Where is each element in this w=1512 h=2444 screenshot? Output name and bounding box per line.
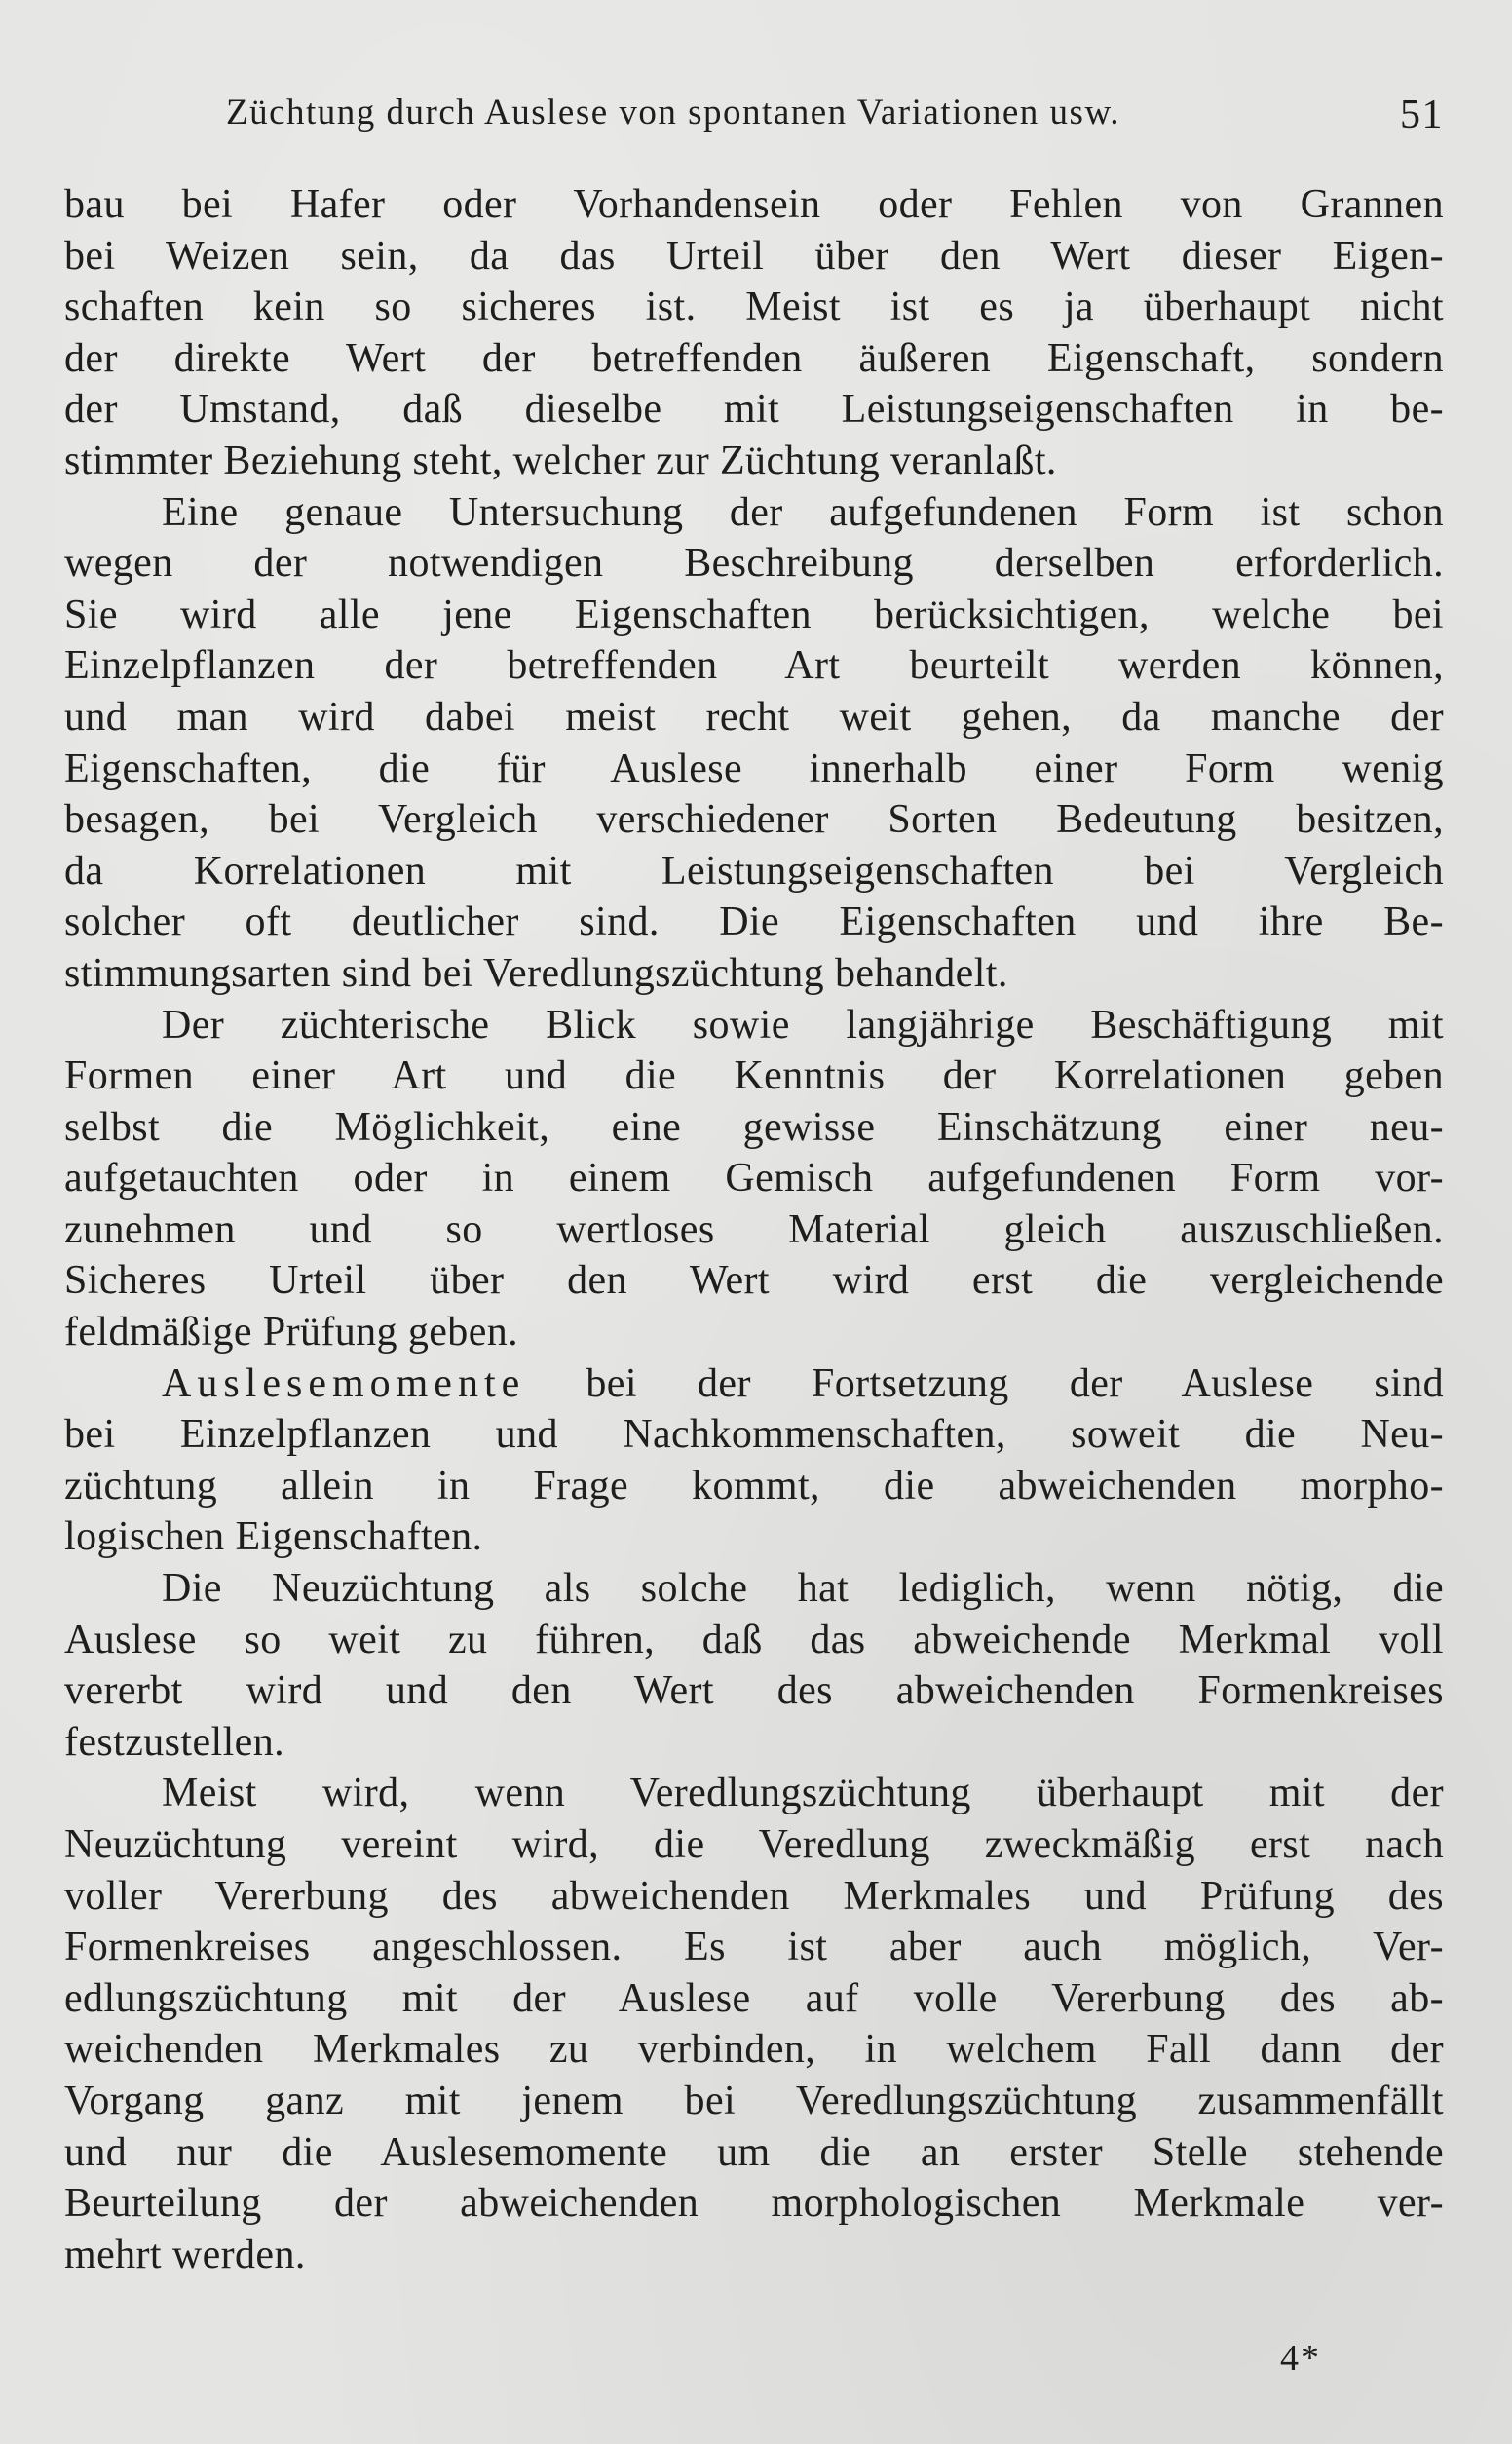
- text-line: weichenden Merkmales zu verbinden, in welchem Fall dann der: [64, 2027, 1444, 2073]
- running-header: [226, 86, 1444, 144]
- text-line: Der züchterische Blick sowie langjährige Beschäftigung mit: [162, 1002, 1444, 1048]
- emphasized-term: Auslesemomente: [162, 1360, 526, 1406]
- text-line: wegen der notwendigen Beschreibung derselben erforderlich.: [64, 541, 1444, 587]
- text-line: der Umstand, daß dieselbe mit Leistungseigenschaften in be-: [64, 387, 1444, 433]
- text-line: Die Neuzüchtung als solche hat lediglich, wenn nötig, die: [162, 1566, 1444, 1612]
- text-line: [64, 1358, 1444, 1410]
- text-line: stimmungsarten sind bei Veredlungszüchtung behandelt.: [64, 950, 1008, 996]
- text-line: Sicheres Urteil über den Wert wird erst die vergleichende: [64, 1258, 1444, 1304]
- body-text: [64, 179, 1444, 2280]
- text-line: bau bei Hafer oder Vorhandensein oder Fehlen von Grannen: [64, 182, 1444, 227]
- text-line: festzustellen.: [64, 1719, 285, 1765]
- text-line: schaften kein so sicheres ist. Meist ist es ja überhaupt nicht: [64, 285, 1444, 330]
- text-line: voller Vererbung des abweichenden Merkmales und Prüfung des: [64, 1873, 1444, 1919]
- text-line: selbst die Möglichkeit, eine gewisse Einschätzung einer neu-: [64, 1104, 1444, 1150]
- text-line: Beurteilung der abweichenden morphologischen Merkmale ver-: [64, 2181, 1444, 2227]
- text-line: bei Weizen sein, da das Urteil über den Wert dieser Eigen-: [64, 233, 1444, 279]
- text-line: züchtung allein in Frage kommt, die abweichenden morpho-: [64, 1463, 1444, 1508]
- text-line: Formen einer Art und die Kenntnis der Korrelationen geben: [64, 1053, 1444, 1099]
- text-line: edlungszüchtung mit der Auslese auf volle Vererbung des ab-: [64, 1975, 1444, 2021]
- text-line: Formenkreises angeschlossen. Es ist aber auch möglich, Ver-: [64, 1925, 1444, 1970]
- text-line: aufgetauchten oder in einem Gemisch aufgefundenen Form vor-: [64, 1156, 1444, 1202]
- text-line: da Korrelationen mit Leistungseigenschaften bei Vergleich: [64, 848, 1444, 894]
- text-line: der direkte Wert der betreffenden äußeren Eigenschaft, sondern: [64, 335, 1444, 381]
- text-fragment: bei der Fortsetzung der Auslese sind: [525, 1360, 1444, 1406]
- text-line: stimmter Beziehung steht, welcher zur Züchtung veranlaßt.: [64, 438, 1057, 483]
- text-line: Sie wird alle jene Eigenschaften berücksichtigen, welche bei: [64, 592, 1444, 637]
- page-number: 51: [1400, 93, 1444, 137]
- text-line: und nur die Auslesemomente um die an erster Stelle stehende: [64, 2129, 1444, 2175]
- text-line: solcher oft deutlicher sind. Die Eigenschaften und ihre Be-: [64, 899, 1444, 945]
- text-line: vererbt wird und den Wert des abweichenden Formenkreises: [64, 1668, 1444, 1714]
- text-line: Auslese so weit zu führen, daß das abweichende Merkmal voll: [64, 1617, 1444, 1662]
- text-line: mehrt werden.: [64, 2232, 306, 2277]
- text-line: Einzelpflanzen der betreffenden Art beurteilt werden können,: [64, 643, 1444, 689]
- running-title: Züchtung durch Auslese von spontanen Variationen usw.: [226, 93, 1121, 133]
- text-line: logischen Eigenschaften.: [64, 1514, 483, 1560]
- text-line: bei Einzelpflanzen und Nachkommenschaften, soweit die Neu-: [64, 1412, 1444, 1458]
- text-line: Meist wird, wenn Veredlungszüchtung überhaupt mit der: [162, 1771, 1444, 1816]
- text-line: Eigenschaften, die für Auslese innerhalb einer Form wenig: [64, 745, 1444, 791]
- text-line: feldmäßige Prüfung geben.: [64, 1310, 519, 1356]
- text-line: Vorgang ganz mit jenem bei Veredlungszüchtung zusammenfällt: [64, 2078, 1444, 2123]
- signature-mark: 4*: [1280, 2338, 1321, 2379]
- text-line: zunehmen und so wertloses Material gleich auszuschließen.: [64, 1206, 1444, 1252]
- text-line: Neuzüchtung vereint wird, die Veredlung zweckmäßig erst nach: [64, 1822, 1444, 1867]
- text-line: Eine genaue Untersuchung der aufgefundenen Form ist schon: [162, 489, 1444, 535]
- text-line: und man wird dabei meist recht weit gehen, da manche der: [64, 694, 1444, 740]
- text-line: besagen, bei Vergleich verschiedener Sorten Bedeutung besitzen,: [64, 797, 1444, 843]
